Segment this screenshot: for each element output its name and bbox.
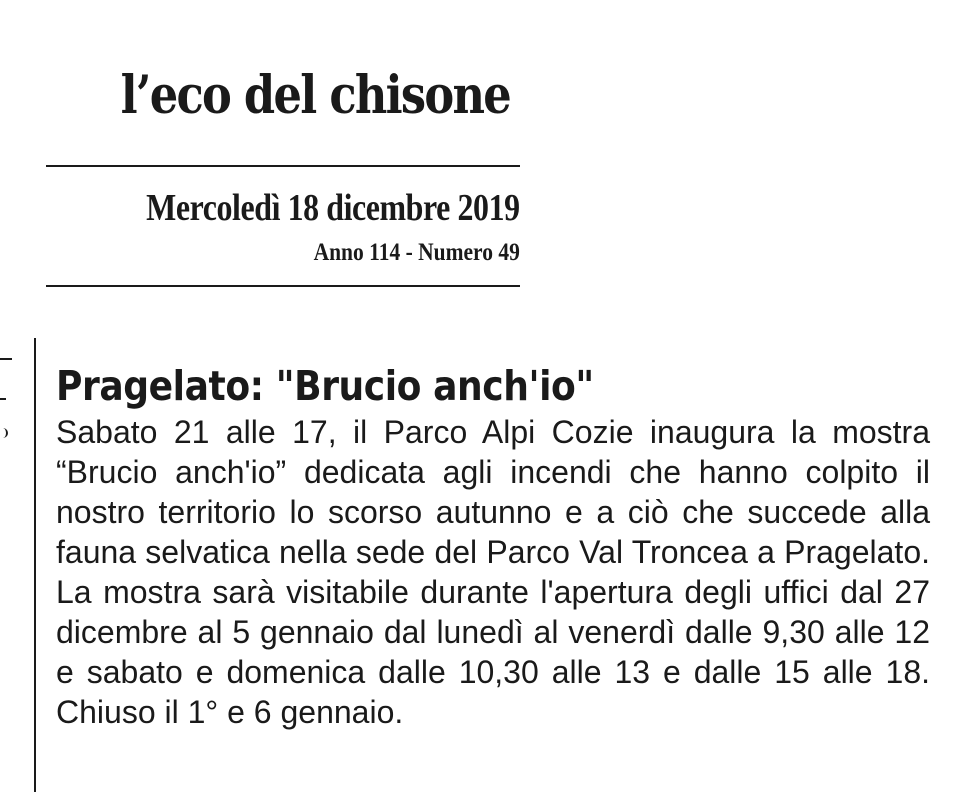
adjacent-column-fragment (0, 358, 12, 360)
adjacent-column-fragment (0, 428, 8, 438)
article-body: Sabato 21 alle 17, il Parco Alpi Cozie inaugura la mostra “Brucio anch'io” dedicata agli incendi che hanno colpito il nostro territorio lo scorso autunno e a ciò che succede alla fauna selvatica nella sede del Parco Val Troncea a Pragelato. La mostra sarà visitabile durante l'apertura degli uffici dal 27 dicembre al 5 gennaio dal lunedì al venerdì dalle 9,30 alle 12 e sabato e domenica dalle 10,30 alle 13 e dalle 15 alle 18. Chiuso il 1° e 6 gennaio. (56, 414, 930, 730)
adjacent-column-fragment (0, 398, 6, 400)
issue-number: Anno 114 - Numero 49 (313, 239, 520, 266)
masthead-bottom-rule (46, 285, 520, 287)
masthead (46, 0, 520, 300)
masthead-top-rule (46, 165, 520, 167)
issue-date: Mercoledì 18 dicembre 2019 (146, 187, 520, 229)
article-headline: Pragelato: "Brucio anch'io" (56, 362, 594, 410)
article (56, 360, 930, 732)
column-divider (34, 338, 36, 792)
newspaper-name: l’eco del chisone (120, 65, 510, 126)
